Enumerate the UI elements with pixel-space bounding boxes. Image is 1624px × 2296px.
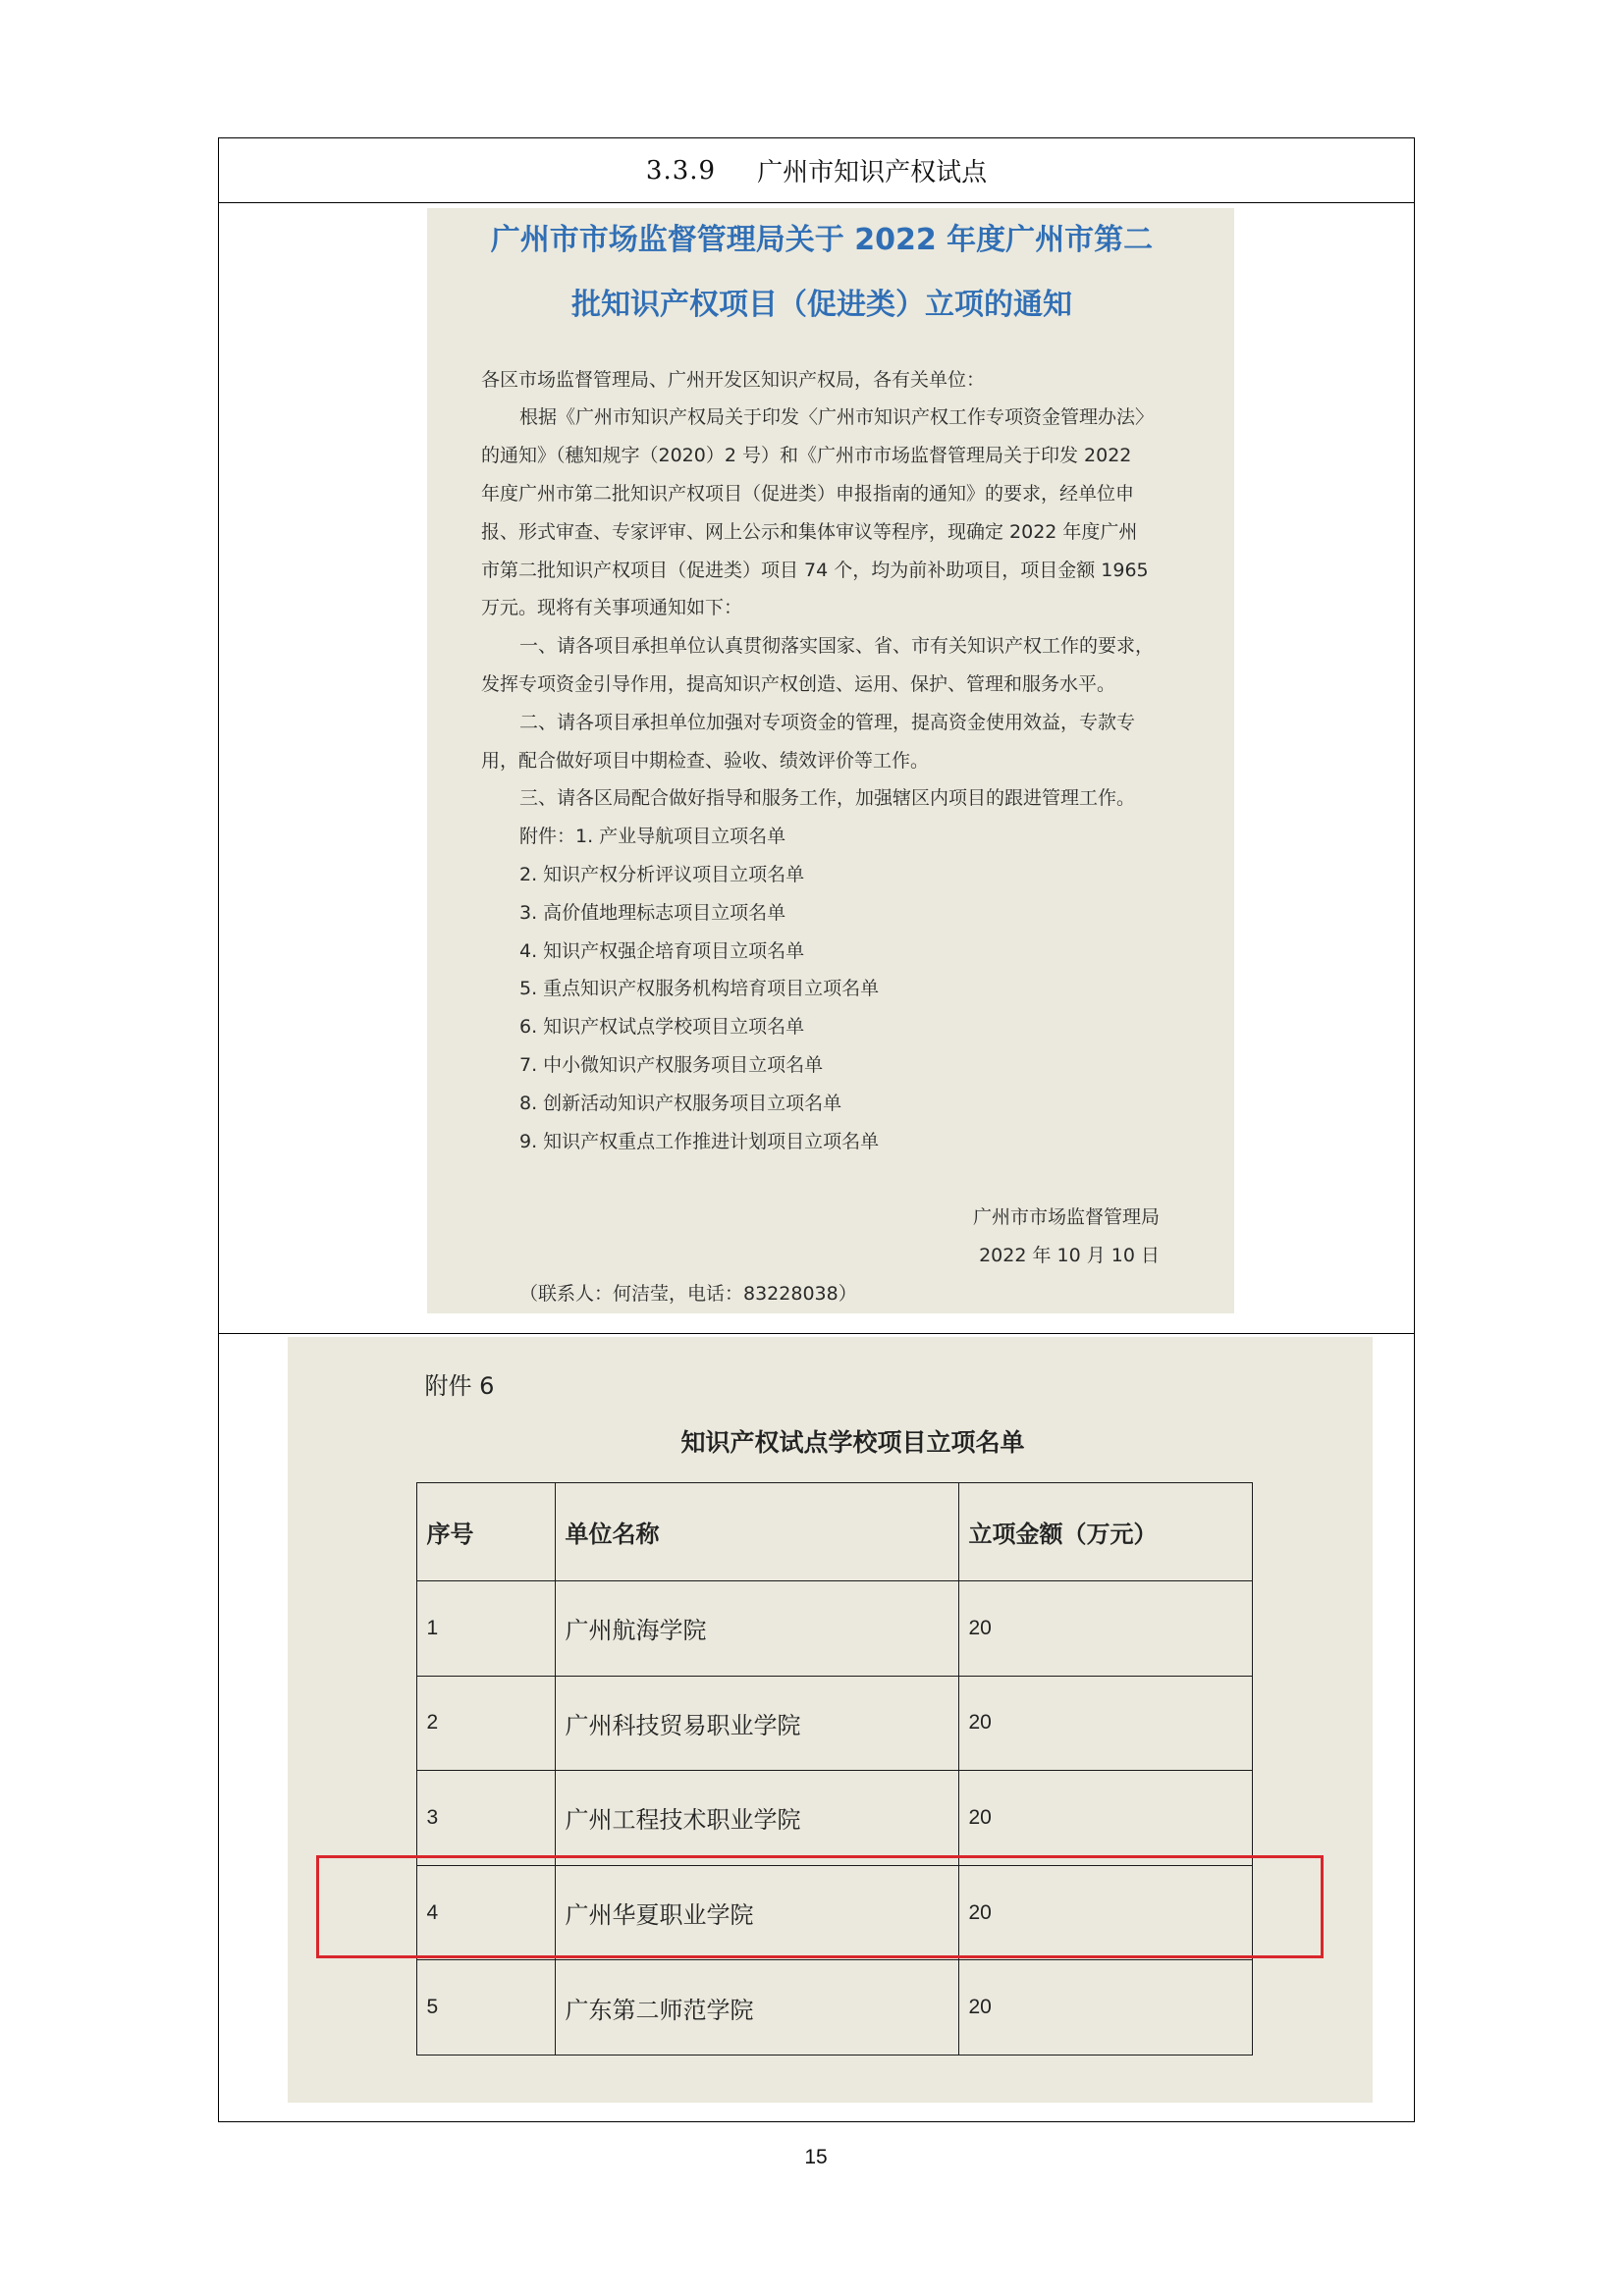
unit-name-cell: 广州科技贸易职业学院 — [555, 1676, 958, 1771]
notice-scan-image — [427, 208, 1234, 1313]
row-divider — [218, 1333, 1415, 1334]
notice-blank-line — [481, 1160, 1160, 1199]
attachment-list-item: 6. 知识产权试点学校项目立项名单 — [519, 1016, 805, 1039]
row-index-cell: 4 — [416, 1865, 555, 1960]
section-title: 广州市知识产权试点 — [757, 158, 988, 187]
attachment-list-item: 附件：1. 产业导航项目立项名单 — [519, 826, 786, 848]
column-header-amount: 立项金额（万元） — [958, 1483, 1252, 1581]
attachment-title: 知识产权试点学校项目立项名单 — [680, 1428, 1025, 1457]
attachment-list-item: 2. 知识产权分析评议项目立项名单 — [519, 863, 805, 885]
table-row — [416, 1771, 1252, 1866]
table-row — [416, 1960, 1252, 2056]
unit-name-cell: 广州航海学院 — [555, 1581, 958, 1677]
notice-body-line: 万元。现将有关事项通知如下： — [481, 597, 743, 619]
row-index-cell: 1 — [416, 1581, 555, 1677]
unit-name-cell: 广州华夏职业学院 — [555, 1865, 958, 1960]
notice-body-line: 一、请各项目承担单位认真贯彻落实国家、省、市有关知识产权工作的要求， — [519, 635, 1155, 658]
row-index-cell: 5 — [416, 1960, 555, 2056]
notice-signature: 广州市市场监督管理局 — [972, 1206, 1160, 1229]
unit-name-cell: 广东第二师范学院 — [555, 1960, 958, 2056]
notice-body — [481, 361, 1160, 1313]
notice-body-line: 用，配合做好项目中期检查、验收、绩效评价等工作。 — [481, 749, 930, 772]
amount-cell: 20 — [958, 1865, 1252, 1960]
attachment-scan-image — [288, 1337, 1374, 2103]
notice-body-line: 的通知》（穗知规字（2020）2 号）和《广州市市场监督管理局关于印发 2022 — [481, 445, 1132, 467]
table-header-row — [416, 1483, 1252, 1581]
notice-title-line: 批知识产权项目（促进类）立项的通知 — [571, 288, 1072, 322]
amount-cell: 20 — [958, 1960, 1252, 2056]
notice-salutation: 各区市场监督管理局、广州开发区知识产权局，各有关单位： — [481, 368, 986, 391]
notice-body-line: 市第二批知识产权项目（促进类）项目 74 个，均为前补助项目，项目金额 1965 — [481, 559, 1149, 581]
unit-name-cell: 广州工程技术职业学院 — [555, 1771, 958, 1866]
column-header-index: 序号 — [416, 1483, 555, 1581]
amount-cell: 20 — [958, 1771, 1252, 1866]
row-index-cell: 2 — [416, 1676, 555, 1771]
column-header-unit-name: 单位名称 — [555, 1483, 958, 1581]
attachment-list-item: 5. 重点知识产权服务机构培育项目立项名单 — [519, 978, 880, 1000]
section-header-row — [218, 137, 1415, 203]
notice-contact: （联系人：何洁莹，电话：83228038） — [519, 1282, 857, 1305]
notice-title — [427, 208, 1234, 338]
projects-table — [416, 1482, 1253, 2056]
table-row — [416, 1865, 1252, 1960]
row-index-cell: 3 — [416, 1771, 555, 1866]
notice-body-line: 根据《广州市知识产权局关于印发〈广州市知识产权工作专项资金管理办法〉 — [519, 406, 1155, 429]
attachment-list-item: 3. 高价值地理标志项目立项名单 — [519, 901, 786, 924]
notice-title-line: 广州市市场监督管理局关于 2022 年度广州市第二 — [490, 223, 1154, 257]
notice-body-line: 三、请各区局配合做好指导和服务工作，加强辖区内项目的跟进管理工作。 — [519, 787, 1136, 810]
page-number: 15 — [804, 2146, 828, 2168]
attachment-list-item: 4. 知识产权强企培育项目立项名单 — [519, 939, 805, 962]
notice-body-line: 年度广州市第二批知识产权项目（促进类）申报指南的通知》的要求，经单位申 — [481, 482, 1135, 505]
table-row — [416, 1676, 1252, 1771]
notice-body-line: 二、请各项目承担单位加强对专项资金的管理，提高资金使用效益，专款专 — [519, 711, 1136, 733]
attachment-list-item: 9. 知识产权重点工作推进计划项目立项名单 — [519, 1130, 880, 1152]
notice-date: 2022 年 10 月 10 日 — [979, 1244, 1160, 1266]
attachment-list-item: 8. 创新活动知识产权服务项目立项名单 — [519, 1092, 842, 1114]
amount-cell: 20 — [958, 1581, 1252, 1677]
table-row — [416, 1581, 1252, 1677]
notice-body-line: 发挥专项资金引导作用，提高知识产权创造、运用、保护、管理和服务水平。 — [481, 672, 1116, 695]
amount-cell: 20 — [958, 1676, 1252, 1771]
section-number: 3.3.9 — [645, 155, 717, 186]
attachment-label: 附件 6 — [424, 1372, 495, 1400]
attachment-list-item: 7. 中小微知识产权服务项目立项名单 — [519, 1053, 824, 1076]
notice-body-line: 报、形式审查、专家评审、网上公示和集体审议等程序，现确定 2022 年度广州 — [481, 520, 1138, 543]
